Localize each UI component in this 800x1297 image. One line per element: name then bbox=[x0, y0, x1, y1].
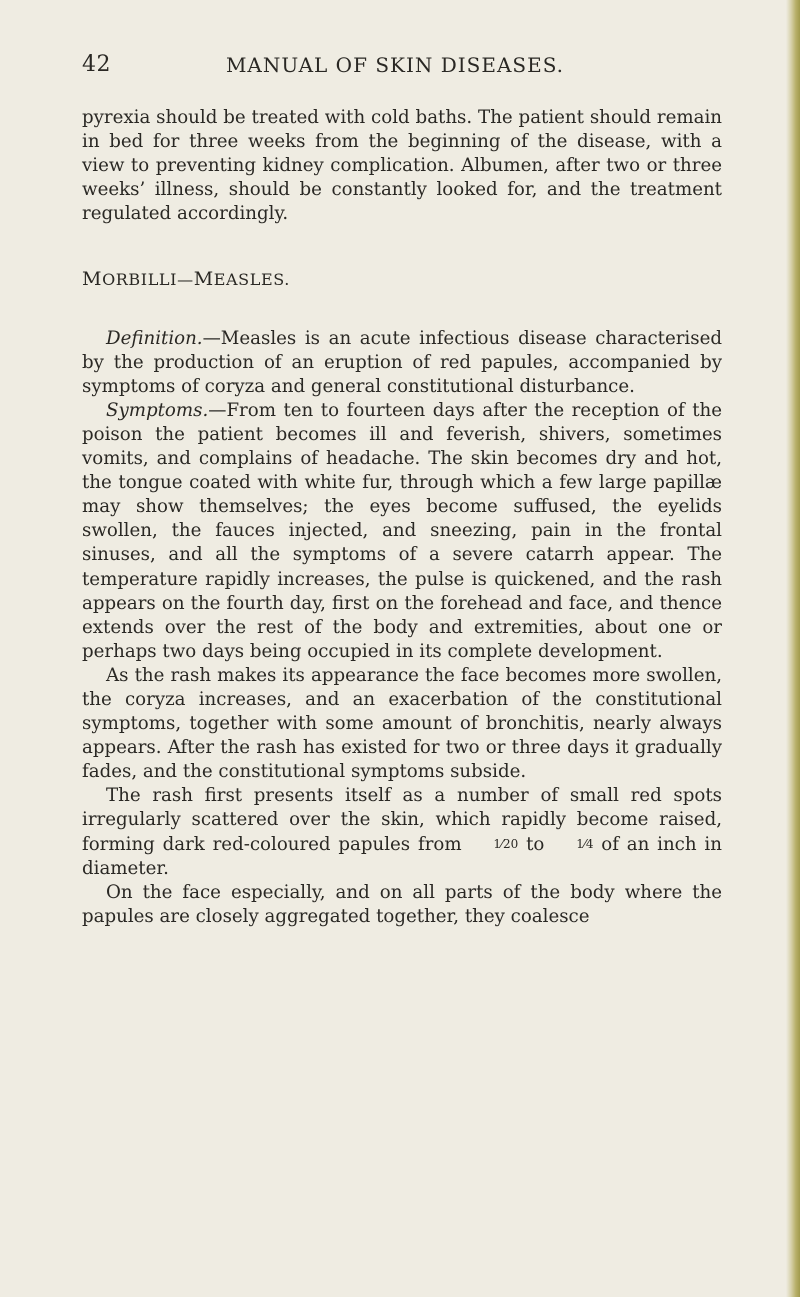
fraction-twentieth: 1⁄20 bbox=[493, 836, 519, 851]
definition-text: —Measles is an acute infectious disease characterised by the production of an eruption of red papules, accompanied by symptoms of coryza and general constitutional disturbance. bbox=[82, 327, 722, 397]
spots-text-start: The rash first presents itself as a number of small red spots irregularly scattered over the skin, which rapidly become raised, forming dark red-coloured papules from bbox=[82, 785, 722, 855]
definition-label: Definition. bbox=[106, 327, 203, 349]
header-title: MANUAL OF SKIN DISEASES. bbox=[225, 53, 565, 77]
paragraph-pyrexia: pyrexia should be treated with cold baths. The patient should remain in bed for three weeks from the beginning of the disease, with a view to preventing kidney complication. Albumen, after two or three weeks’ illness, should be constantly looked for, and the treatment regulated accordingly. bbox=[82, 107, 722, 225]
paragraph-coalesce: On the face especially, and on all parts of the body where the papules are closely aggregated together, they coalesce bbox=[82, 881, 722, 927]
page-number: 42 bbox=[82, 52, 111, 77]
paragraph-definition bbox=[82, 327, 722, 399]
running-header bbox=[0, 52, 790, 82]
spots-text-end: of an inch in diameter. bbox=[82, 833, 722, 879]
page-edge bbox=[786, 0, 800, 1297]
paragraph-rash-spots bbox=[82, 784, 722, 880]
symptoms-text: —From ten to fourteen days after the reception of the poison the patient becomes ill and feverish, shivers, sometimes vomits, and complains of headache. The skin becomes dry and hot, the tongue coated with white fur, through which a few large papillæ may show themselves; the eyes become suffused, the eyelids swollen, the fauces injected, and sneezing, pain in the frontal sinuses, and all the symptoms of a severe catarrh appear. The temperature rapidly increases, the pulse is quickened, and the rash appears on the fourth day, first on the forehead and face, and thence extends over the rest of the body and extremities, about one or perhaps two days being occupied in its complete development. bbox=[82, 399, 722, 662]
spots-text-to: to bbox=[526, 833, 545, 855]
body-text bbox=[82, 106, 722, 929]
paragraph-symptoms bbox=[82, 399, 722, 664]
paragraph-rash-appearance: As the rash makes its appearance the face becomes more swollen, the coryza increases, and an exacerbation of the constitutional symptoms, together with some amount of bronchitis, nearly always appears. After the rash has existed for two or three days it gradually fades, and the constitutional symptoms subside. bbox=[82, 664, 722, 783]
symptoms-label: Symptoms. bbox=[106, 399, 209, 421]
fraction-quarter: 1⁄4 bbox=[576, 836, 594, 851]
section-heading bbox=[82, 267, 722, 292]
section-heading-text: MORBILLI—MEASLES. bbox=[82, 268, 290, 291]
